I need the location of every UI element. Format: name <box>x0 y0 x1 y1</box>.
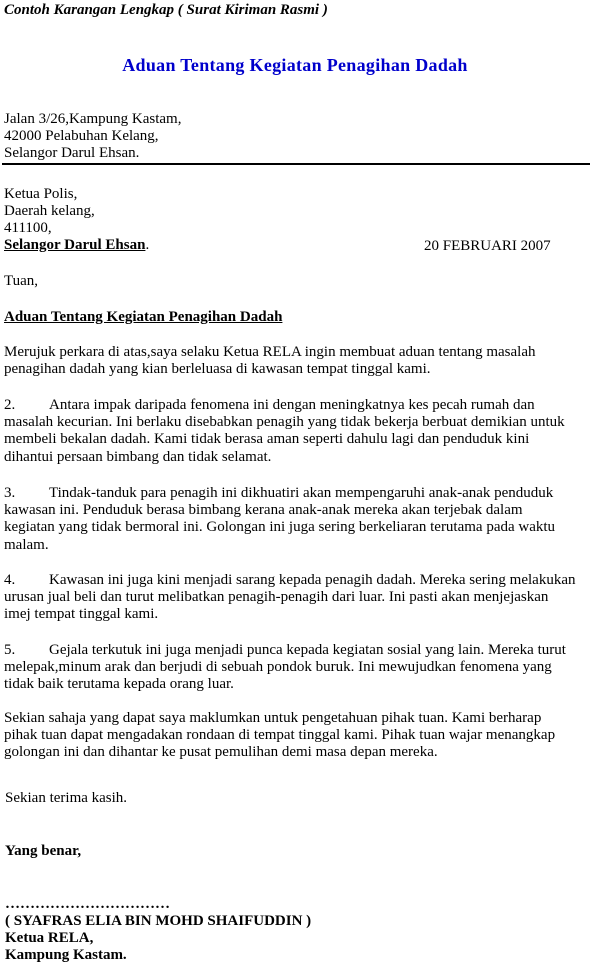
header-note: Contoh Karangan Lengkap ( Surat Kiriman Rasmi ) <box>4 2 328 18</box>
paragraph-line: pihak tuan dapat mengadakan rondaan di tempat tinggal kami. Pihak tuan wajar menangkap <box>4 727 556 744</box>
paragraph-text: Kawasan ini juga kini menjadi sarang kepada penagih dadah. Mereka sering melakukan <box>49 572 576 588</box>
recipient-address-line: Ketua Polis, <box>4 186 78 202</box>
paragraph-line: masalah kecurian. Ini berlaku disebabkan penagih yang tidak bekerja berbuat demikian untuk <box>4 414 565 431</box>
sender-address-line: Selangor Darul Ehsan. <box>4 145 140 161</box>
paragraph-text: Antara impak daripada fenomena ini dengan meningkatnya kes pecah rumah dan <box>49 397 535 413</box>
document-title: Aduan Tentang Kegiatan Penagihan Dadah <box>122 55 468 75</box>
intro-paragraph <box>4 344 592 378</box>
paragraph-text: Gejala terkutuk ini juga menjadi punca kepada kegiatan sosial yang lain. Mereka turut <box>49 642 566 658</box>
paragraph-number: 2. <box>4 397 16 413</box>
signer-block <box>5 913 311 964</box>
paragraph-line: kawasan ini. Penduduk berasa bimbang kerana anak-anak mereka akan terjebak dalam <box>4 502 523 519</box>
paragraph-line <box>4 397 592 414</box>
recipient-address <box>4 186 149 254</box>
recipient-state: Selangor Darul Ehsan <box>4 237 146 253</box>
subject-line <box>4 309 282 326</box>
paragraph-number: 4. <box>4 572 16 588</box>
sender-address <box>4 111 181 162</box>
paragraph-line: Merujuk perkara di atas,saya selaku Ketua RELA ingin membuat aduan tentang masalah <box>4 344 536 360</box>
paragraph-3 <box>4 485 592 554</box>
paragraph-line: tidak baik terutama kepada orang luar. <box>4 676 234 693</box>
paragraph-number: 5. <box>4 642 16 658</box>
signature-line: …………………………… <box>5 896 170 912</box>
sender-address-line: Jalan 3/26,Kampung Kastam, <box>4 111 182 127</box>
paragraph-line: penagihan dadah yang kian berleluasa di kawasan tempat tinggal kami. <box>4 361 431 378</box>
recipient-address-line: 411100, <box>4 220 52 236</box>
salutation: Tuan, <box>4 273 39 289</box>
letter-date: 20 FEBRUARI 2007 <box>424 238 551 254</box>
paragraph-line: membeli bekalan dadah. Kami tidak berasa aman seperti dahulu lagi dan penduduk kini <box>4 431 530 448</box>
paragraph-line: imej tempat tinggal kami. <box>4 606 159 623</box>
paragraph-line: golongan ini dan dihantar ke pusat pemulihan demi masa depan mereka. <box>4 744 438 761</box>
paragraph-line: kegiatan yang tidak bermoral ini. Golongan ini juga sering berkeliaran terutama pada waktu <box>4 519 556 536</box>
recipient-address-line <box>4 237 149 254</box>
paragraph-text: Tindak-tanduk para penagih ini dikhuatiri akan mempengaruhi anak-anak penduduk <box>49 485 554 501</box>
paragraph-line: melepak,minum arak dan berjudi di sebuah pondok buruk. Ini mewujudkan fenomena yang <box>4 659 552 676</box>
paragraph-line: urusan jual beli dan turut melibatkan penagih-penagih dari luar. Ini pasti akan menjejaskan <box>4 589 549 606</box>
paragraph-2 <box>4 397 592 466</box>
paragraph-line <box>4 572 592 589</box>
paragraph-line: dihantui persaan bimbang dan tidak selamat. <box>4 448 272 465</box>
signer-title: Ketua RELA, <box>5 930 94 946</box>
paragraph-line: Sekian sahaja yang dapat saya maklumkan untuk pengetahuan pihak tuan. Kami berharap <box>4 710 542 726</box>
sender-address-line: 42000 Pelabuhan Kelang, <box>4 128 159 144</box>
address-divider <box>2 163 590 165</box>
subject-text: Aduan Tentang Kegiatan Penagihan Dadah <box>4 309 283 325</box>
signer-name: ( SYAFRAS ELIA BIN MOHD SHAIFUDDIN ) <box>5 913 312 929</box>
closing-paragraph <box>4 710 592 762</box>
paragraph-line: malam. <box>4 536 49 553</box>
sign-off: Yang benar, <box>5 843 82 859</box>
recipient-address-line: Daerah kelang, <box>4 203 95 219</box>
paragraph-line <box>4 485 592 502</box>
paragraph-4 <box>4 572 592 624</box>
paragraph-5 <box>4 642 592 694</box>
paragraph-line <box>4 642 592 659</box>
signer-place: Kampung Kastam. <box>5 947 127 963</box>
thanks-line: Sekian terima kasih. <box>5 790 128 806</box>
paragraph-number: 3. <box>4 485 16 501</box>
recipient-state-punct: . <box>145 237 150 253</box>
